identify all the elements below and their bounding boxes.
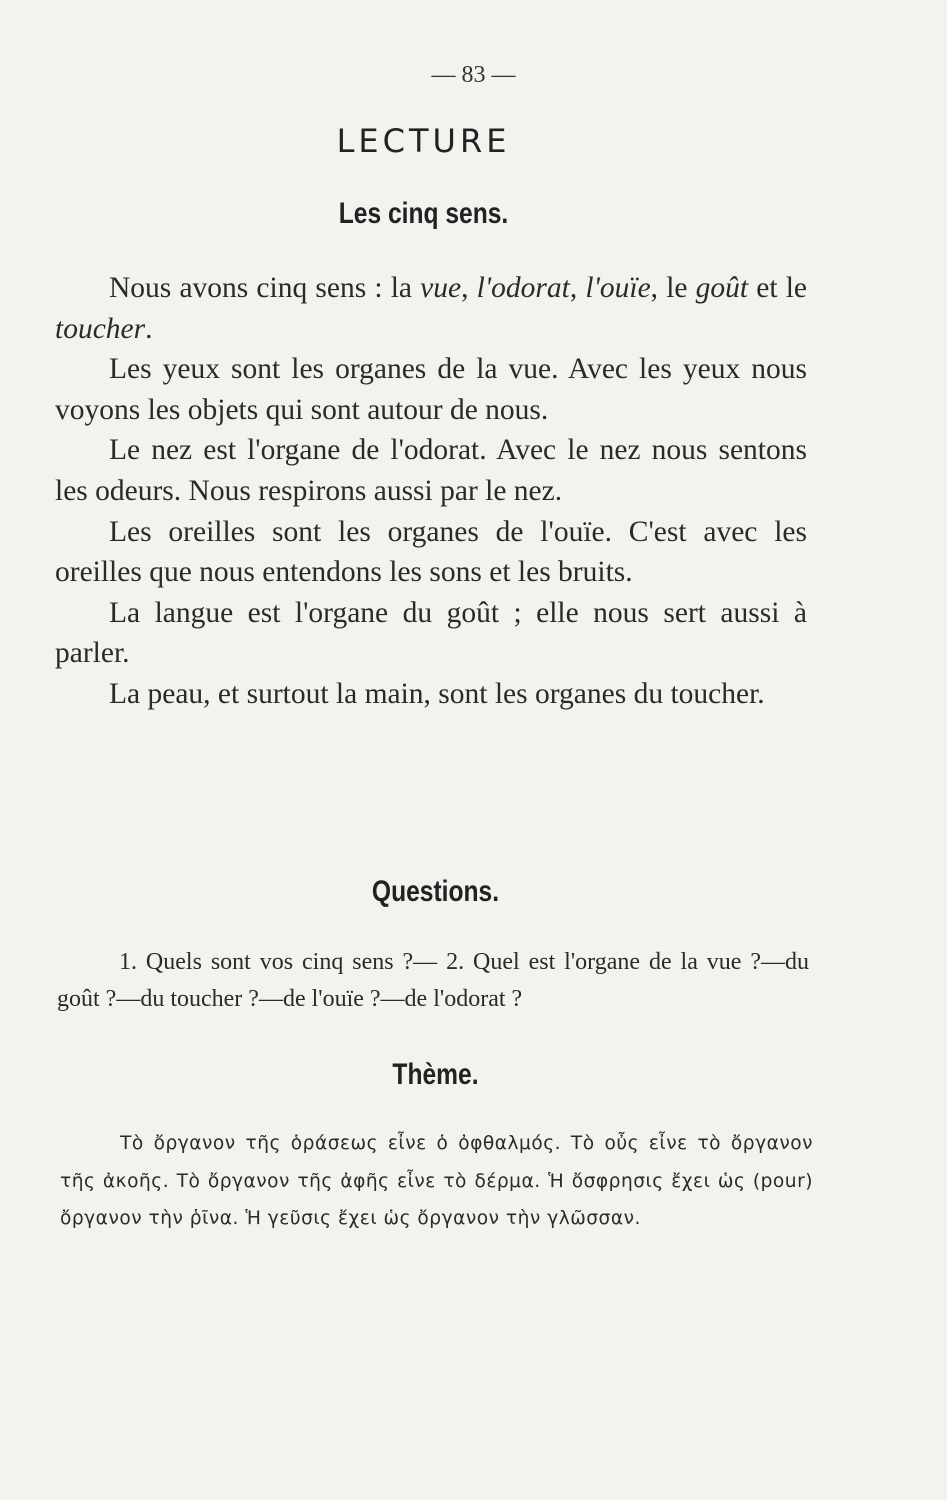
theme-text: Τὸ ὄργανον τῆς ὁράσεως εἶνε ὁ ὀφθαλμός. Τὸ οὖς εἶνε τὸ ὄργανον τῆς ἀκοῆς. Τὸ ὄργανον τῆς ἀφῆς εἶνε τὸ δέρμα. Ἡ ὄσφρησις ἔχει ὡς (pour) ὄργανον τὴν ῥῖνα. Ἡ γεῦσις ἔχει ὡς ὄργανον τὴν γλῶσσαν. — [60, 1133, 813, 1229]
word-gout: goût — [695, 272, 749, 304]
word-ouie: l'ouïe — [585, 272, 651, 304]
theme-heading: Thème. — [392, 1058, 479, 1091]
section-heading: LECTURE — [336, 122, 511, 160]
reading-text — [55, 268, 807, 715]
word-odorat: l'odorat — [476, 272, 570, 304]
paragraph-3: Le nez est l'organe de l'odorat. Avec le nez nous sentons les odeurs. Nous respirons aussi par le nez. — [55, 434, 807, 507]
lesson-title: Les cinq sens. — [338, 197, 509, 230]
paragraph-5: La langue est l'organe du goût ; elle nous sert aussi à parler. — [55, 596, 807, 670]
paragraph-4: Les oreilles sont les organes de l'ouïe. C'est avec les oreilles que nous entendons les sons et les bruits. — [55, 515, 807, 589]
word-toucher: toucher — [55, 312, 146, 345]
paragraph-6: La peau, et surtout la main, sont les organes du toucher. — [109, 677, 765, 710]
paragraph-2: Les yeux sont les organes de la vue. Avec les yeux nous voyons les objets qui sont autour de nous. — [55, 353, 807, 426]
questions-text: 1. Quels sont vos cinq sens ?— 2. Quel est l'organe de la vue ?—du goût ?—du toucher ?—de l'ouïe ?—de l'odorat ? — [57, 949, 809, 1012]
word-vue: vue — [420, 272, 462, 304]
paragraph-1: Nous avons cinq sens : la vue, l'odorat, l'ouïe, le goût et le toucher. — [55, 272, 808, 345]
questions-heading: Questions. — [371, 875, 500, 908]
page-number: — 83 — — [431, 62, 516, 88]
